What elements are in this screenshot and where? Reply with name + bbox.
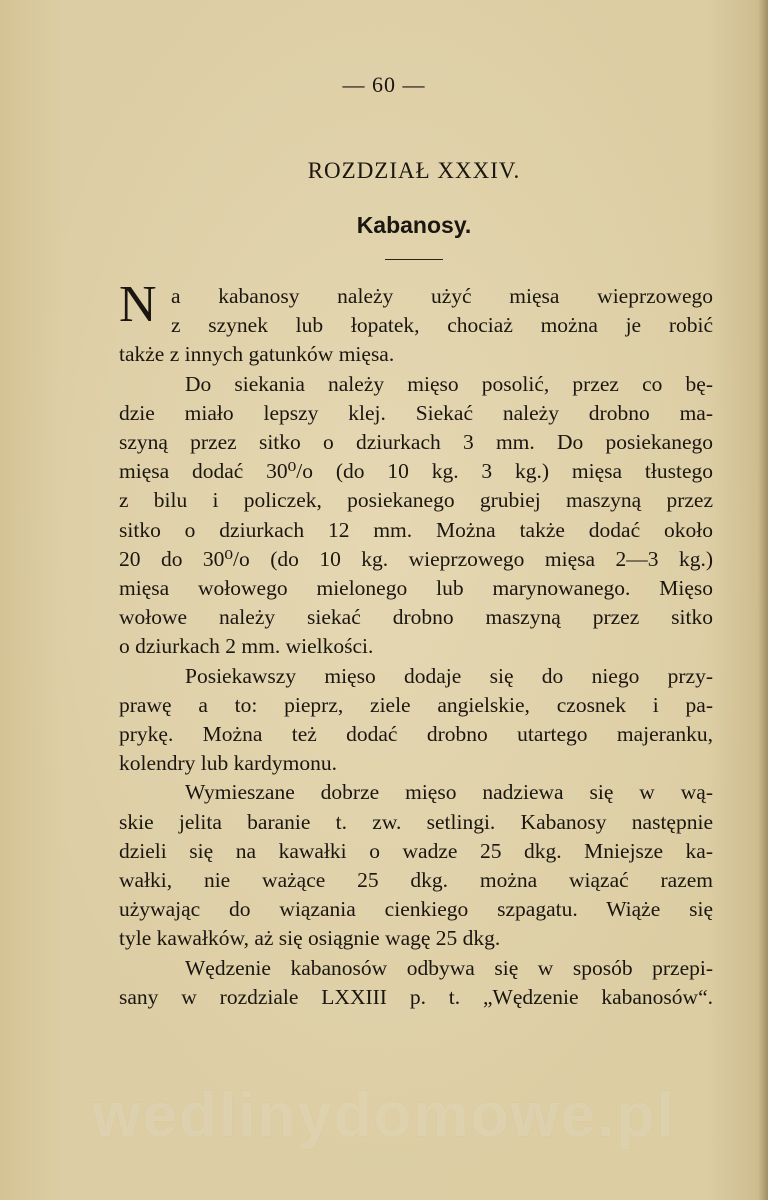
text-line: z szynek lub łopatek, chociaż można je robić (171, 313, 713, 338)
text-line: wołowe należy siekać drobno maszyną przez sitko (119, 605, 713, 630)
title-divider (385, 259, 443, 260)
text-line: dzieli się na kawałki o wadze 25 dkg. Mniejsze ka- (119, 838, 713, 863)
text-line: mięsa dodać 30⁰/o (do 10 kg. 3 kg.) mięsa tłustego (119, 459, 713, 484)
text-line: używając do wiązania cienkiego szpagatu. Wiąże się (119, 897, 713, 922)
text-line: Do siekania należy mięso posolić, przez co bę- (185, 371, 713, 396)
body-text (119, 276, 713, 1012)
text-line: sany w rozdziale LXXIII p. t. „Wędzenie kabanosów“. (119, 984, 713, 1009)
text-line: szyną przez sitko o dziurkach 3 mm. Do posiekanego (119, 430, 713, 455)
text-line: wałki, nie ważące 25 dkg. można wiązać razem (119, 868, 713, 893)
text-line: Wędzenie kabanosów odbywa się w sposób przepi- (185, 955, 713, 980)
text-line: dzie miało lepszy klej. Siekać należy drobno ma- (119, 400, 713, 425)
text-line: sitko o dziurkach 12 mm. Można także dodać około (119, 517, 713, 542)
section-title: Kabanosy. (356, 212, 472, 238)
text-line: a kabanosy należy użyć mięsa wieprzowego (171, 284, 713, 308)
text-line: z bilu i policzek, posiekanego grubiej maszyną przez (119, 488, 713, 513)
text-line: Wymieszane dobrze mięso nadziewa się w wą- (185, 780, 713, 805)
drop-cap: N (119, 276, 157, 333)
page-number: — 60 — (342, 72, 426, 97)
text-line: skie jelita baranie t. zw. setlingi. Kabanosy następnie (119, 809, 713, 834)
text-line: 20 do 30⁰/o (do 10 kg. wieprzowego mięsa 2—3 kg.) (119, 546, 713, 571)
watermark: wedlinydomowe.pl (92, 1081, 676, 1150)
text-line: Posiekawszy mięso dodaje się do niego przy- (185, 663, 713, 688)
text-line: także z innych gatunków mięsa. (119, 342, 395, 367)
text-line: prykę. Można też dodać drobno utartego majeranku, (119, 722, 713, 747)
text-line: prawę a to: pieprz, ziele angielskie, czosnek i pa- (119, 692, 713, 717)
text-line: tyle kawałków, aż się osiągnie wagę 25 dkg. (119, 926, 501, 951)
text-line: kolendry lub kardymonu. (119, 751, 337, 776)
text-line: o dziurkach 2 mm. wielkości. (119, 634, 374, 659)
text-line: mięsa wołowego mielonego lub marynowanego. Mięso (119, 576, 713, 601)
chapter-heading: ROZDZIAŁ XXXIV. (307, 158, 521, 183)
